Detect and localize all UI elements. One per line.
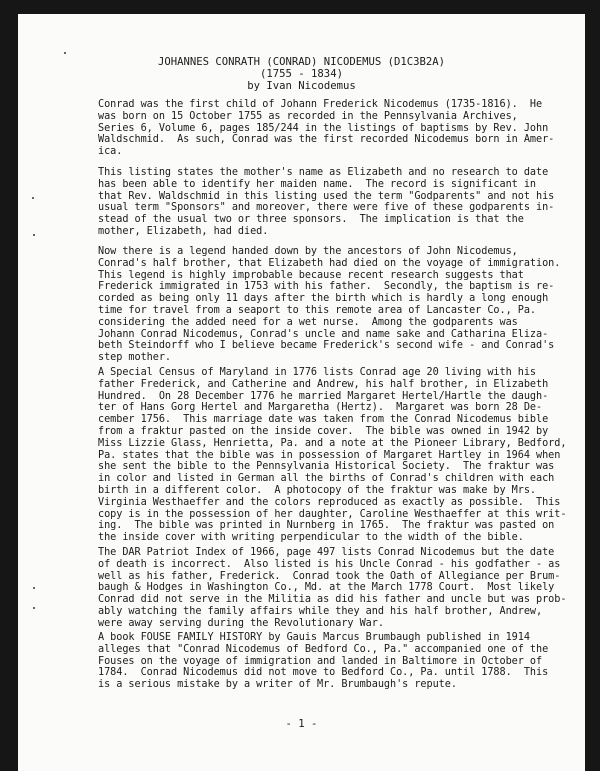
text-line: Frederick immigrated in 1753 with his father. Secondly, the baptism is re-: [98, 281, 555, 293]
document-page: [18, 14, 585, 771]
text-line: This legend is highly improbable because recent research suggests that: [98, 269, 524, 281]
text-line: step mother.: [98, 352, 172, 364]
text-line: beth Steindorff who I believe became Frederick's second wife - and Conrad's: [98, 340, 555, 352]
paragraph: [98, 632, 549, 691]
text-line: has been able to identify her maiden name. The record is significant in: [98, 178, 537, 190]
text-line: alleges that "Conrad Nicodemus of Bedford Co., Pa." accompanied one of the: [98, 643, 549, 655]
text-line: Now there is a legend handed down by the ancestors of John Nicodemus,: [98, 246, 518, 257]
text-line: considering the added need for a wet nurse. Among the godparents was: [98, 316, 518, 328]
paragraph: [98, 246, 561, 364]
page-number: - 1 -: [285, 718, 318, 730]
text-line: ter of Hans Gorg Hertel and Margaretha (Hertz). Margaret was born 28 De-: [98, 402, 543, 414]
text-line: time for travel from a seaport to this remote area of Lancaster Co., Pa.: [98, 304, 537, 316]
text-line: A Special Census of Maryland in 1776 lists Conrad age 20 living with his: [98, 367, 537, 378]
text-line: of death is incorrect. Also listed is his Uncle Conrad - his godfather - as: [98, 558, 561, 570]
text-line: corded as being only 11 days after the birth which is hardly a long enough: [98, 293, 549, 305]
text-line: in color and listed in German all the births of Conrad's children with each: [98, 473, 555, 485]
paper-speck: [33, 607, 35, 609]
text-line: ica.: [98, 146, 123, 158]
text-line: baugh & Hodges in Washington Co., Md. at the March 1778 Court. Most likely: [98, 582, 555, 594]
text-line: were away serving during the Revolutionary War.: [98, 617, 384, 629]
text-line: Johann Conrad Nicodemus, Conrad's uncle and name sake and Catharina Eliza-: [98, 328, 549, 340]
paper-speck: [33, 234, 35, 236]
text-line: from a fraktur pasted on the inside cover. The bible was owned in 1942 by: [98, 425, 549, 437]
paragraph: [98, 367, 567, 544]
text-line: father Frederick, and Catherine and Andrew, his half brother, in Elizabeth: [98, 378, 549, 390]
text-line: Conrad was the first child of Johann Frederick Nicodemus (1735-1816). He: [98, 99, 543, 110]
text-line: that Rev. Waldschmid in this listing used the term "Godparents" and not his: [98, 190, 555, 202]
paragraph: [98, 547, 567, 630]
paper-speck: [32, 197, 34, 199]
text-line: was born on 15 October 1755 as recorded in the Pennsylvania Archives,: [98, 110, 518, 122]
text-line: copy is in the possession of her daughter, Caroline Westhaeffer at this writ-: [98, 508, 567, 520]
text-line: the inside cover with writing perpendicular to the width of the bible.: [98, 532, 524, 544]
text-line: she sent the bible to the Pennsylvania Historical Society. The fraktur was: [98, 461, 555, 473]
text-line: ing. The bible was printed in Nurnberg in 1765. The fraktur was pasted on: [98, 520, 555, 532]
text-line: Series 6, Volume 6, pages 185/244 in the listings of baptisms by Rev. John: [98, 122, 549, 134]
text-line: birth in a different color. A photocopy of the fraktur was make by Mrs.: [98, 484, 537, 496]
text-line: stead of the usual two or three sponsors. The implication is that the: [98, 214, 524, 226]
text-line: ably watching the family affairs while they and his half brother, Andrew,: [98, 605, 543, 617]
paragraph: [98, 99, 555, 158]
text-line: cember 1756. This marriage date was taken from the Conrad Nicodemus bible: [98, 414, 549, 426]
document-author: by Ivan Nicodemus: [247, 80, 356, 92]
text-line: Virginia Westhaeffer and the colors reproduced as exactly as possible. This: [98, 496, 561, 508]
text-line: 1784. Conrad Nicodemus did not move to Bedford Co., Pa. until 1788. This: [98, 667, 549, 679]
text-line: This listing states the mother's name as Elizabeth and no research to date: [98, 167, 549, 178]
text-line: Hundred. On 28 December 1776 he married Margaret Hertel/Hartle the daugh-: [98, 390, 549, 402]
document-years: (1755 - 1834): [260, 68, 343, 80]
text-line: Pa. states that the bible was in possession of Margaret Hartley in 1964 when: [98, 449, 561, 461]
text-line: Fouses on the voyage of immigration and landed in Baltimore in October of: [98, 655, 543, 667]
paragraph: [98, 167, 555, 238]
document-title: JOHANNES CONRATH (CONRAD) NICODEMUS (D1C3B2A): [157, 56, 445, 68]
text-line: Conrad did not serve in the Militia as did his father and uncle but was prob-: [98, 594, 567, 606]
text-line: well as his father, Frederick. Conrad took the Oath of Allegiance per Brum-: [98, 570, 561, 582]
paper-speck: [64, 52, 66, 54]
text-line: mother, Elizabeth, had died.: [98, 225, 269, 237]
text-line: A book FOUSE FAMILY HISTORY by Gauis Marcus Brumbaugh published in 1914: [98, 632, 530, 643]
text-line: Miss Lizzie Glass, Henrietta, Pa. and a note at the Pioneer Library, Bedford,: [98, 437, 567, 449]
text-line: is a serious mistake by a writer of Mr. Brumbaugh's repute.: [98, 679, 457, 691]
paper-speck: [33, 587, 35, 589]
text-line: Waldschmid. As such, Conrad was the first recorded Nicodemus born in Amer-: [98, 134, 555, 146]
text-line: usual term "Sponsors" and moreover, there were five of these godparents in-: [98, 202, 555, 214]
text-line: Conrad's half brother, that Elizabeth had died on the voyage of immigration.: [98, 257, 561, 269]
text-line: The DAR Patriot Index of 1966, page 497 lists Conrad Nicodemus but the date: [98, 547, 555, 558]
